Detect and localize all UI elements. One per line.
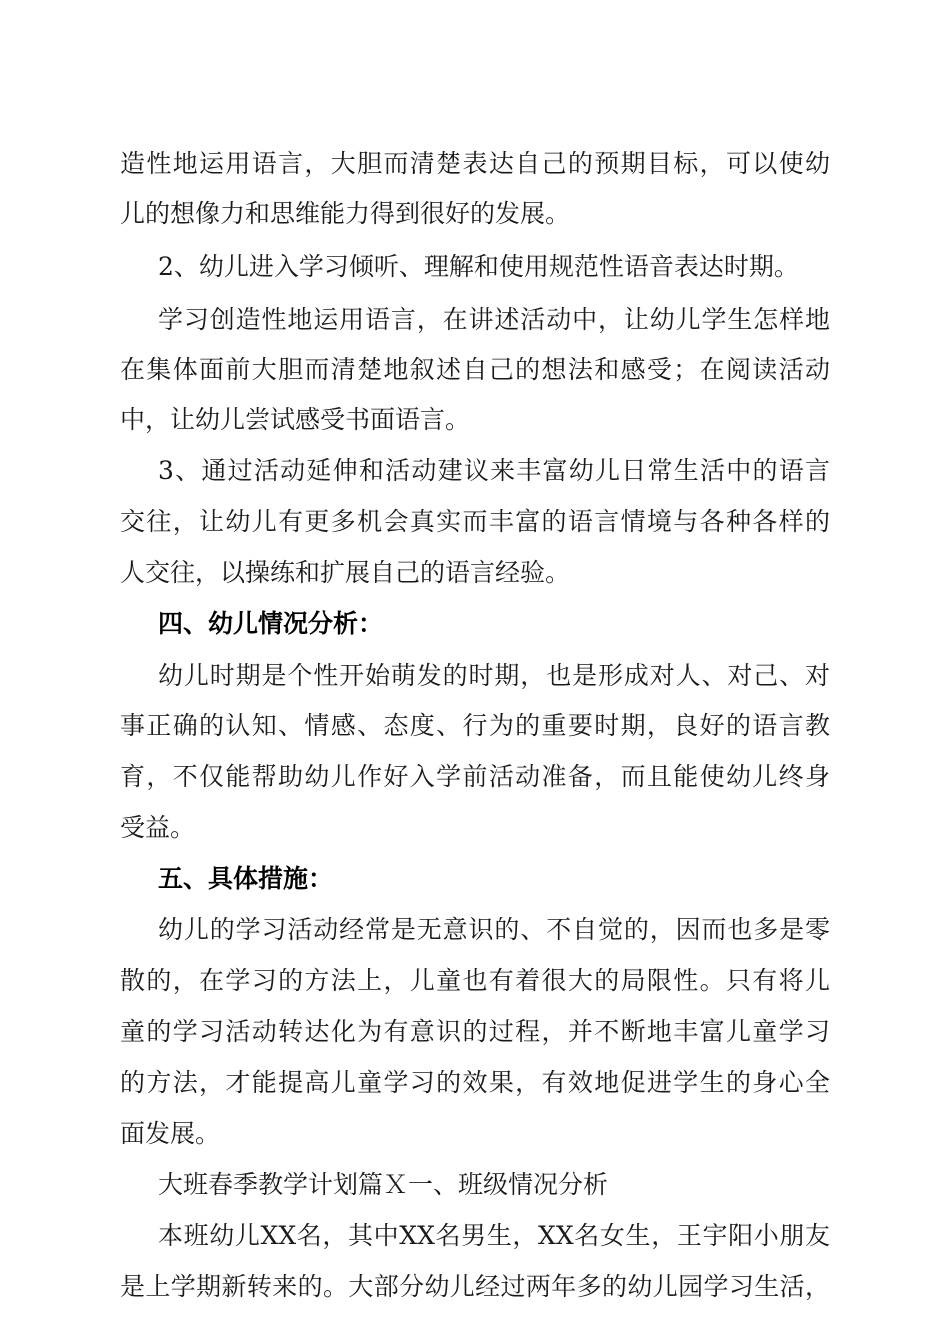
article-title-line: 大班春季教学计划篇Ｘ一、班级情况分析 (158, 1170, 609, 1199)
paragraph-line: 在集体面前大胆而清楚地叙述自己的想法和感受；在阅读活动 (120, 355, 830, 384)
paragraph-line: 育，不仅能帮助幼儿作好入学前活动准备，而且能使幼儿终身 (120, 762, 830, 791)
paragraph-line: 中，让幼儿尝试感受书面语言。 (120, 405, 471, 434)
section-heading-5: 五、具体措施： (158, 864, 334, 893)
paragraph-line: 造性地运用语言，大胆而清楚表达自己的预期目标，可以使幼 (120, 149, 830, 178)
paragraph-line: 是上学期新转来的。大部分幼儿经过两年多的幼儿园学习生活， (120, 1272, 830, 1301)
paragraph-line: 幼儿的学习活动经常是无意识的、不自觉的，因而也多是零 (158, 915, 830, 944)
paragraph-line: 面发展。 (120, 1119, 221, 1148)
paragraph-line: 本班幼儿XX名，其中XX名男生，XX名女生，王宇阳小朋友 (158, 1221, 830, 1250)
paragraph-line: 交往，让幼儿有更多机会真实而丰富的语言情境与各种各样的 (120, 507, 830, 536)
section-heading-4: 四、幼儿情况分析： (158, 609, 384, 638)
paragraph-line: 童的学习活动转达化为有意识的过程，并不断地丰富儿童学习 (120, 1017, 830, 1046)
numbered-item-3: 3、通过活动延伸和活动建议来丰富幼儿日常生活中的语言 (158, 456, 830, 485)
numbered-item-2: 2、幼儿进入学习倾听、理解和使用规范性语音表达时期。 (158, 252, 799, 281)
paragraph-line: 的方法，才能提高儿童学习的效果，有效地促进学生的身心全 (120, 1068, 830, 1097)
paragraph-line: 人交往，以操练和扩展自己的语言经验。 (120, 558, 571, 587)
paragraph-line: 事正确的认知、情感、态度、行为的重要时期，良好的语言教 (120, 711, 830, 740)
paragraph-line: 幼儿时期是个性开始萌发的时期，也是形成对人、对己、对 (158, 661, 830, 690)
paragraph-line: 学习创造性地运用语言，在讲述活动中，让幼儿学生怎样地 (158, 305, 830, 334)
paragraph-line: 儿的想像力和思维能力得到很好的发展。 (120, 199, 571, 228)
paragraph-line: 受益。 (120, 813, 196, 842)
paragraph-line: 散的，在学习的方法上，儿童也有着很大的局限性。只有将儿 (120, 966, 830, 995)
